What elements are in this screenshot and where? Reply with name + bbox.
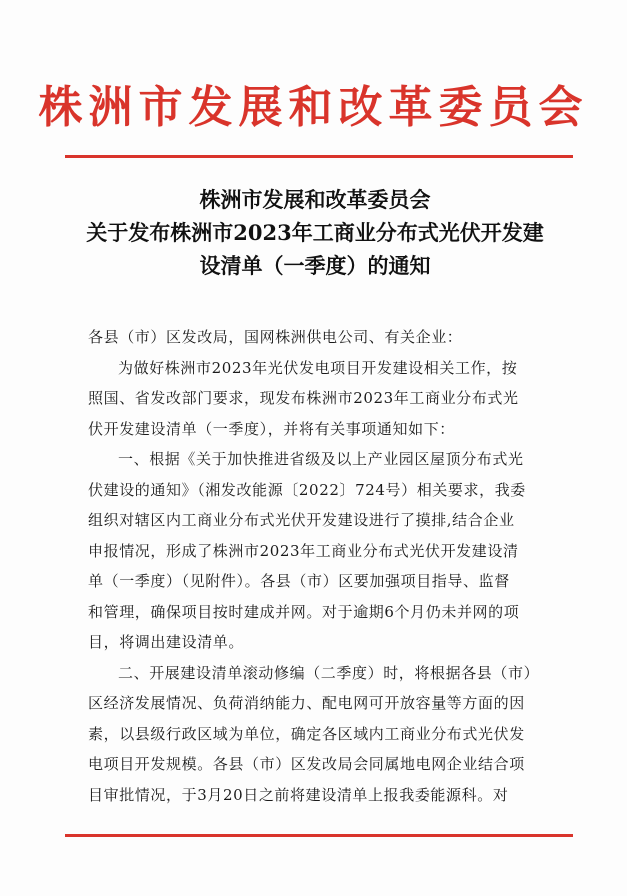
paragraph-1-line: 照国、省发改部门要求，现发布株洲市2023年工商业分布式光 <box>88 389 519 407</box>
title-line-2: 关于发布株洲市2023年工商业分布式光伏开发建 <box>86 220 544 245</box>
footer-red-rule <box>65 834 573 837</box>
notice-body <box>88 322 558 810</box>
paragraph-1-line: 伏开发建设清单（一季度），并将有关事项通知如下： <box>88 419 455 438</box>
paragraph-1-line: 为做好株洲市2023年光伏发电项目开发建设相关工作，按 <box>118 358 518 377</box>
paragraph-3-line: 区经济发展情况、负荷消纳能力、配电网可开放容量等方面的因 <box>88 694 525 712</box>
title-line-1: 株洲市发展和改革委员会 <box>199 187 431 212</box>
paragraph-3-line: 目审批情况，于3月20日之前将建设清单上报我委能源科。对 <box>88 785 509 804</box>
paragraph-3-line: 电项目开发规模。各县（市）区发改局会同属地电网企业结合项 <box>88 755 525 773</box>
paragraph-2-line: 一、根据《关于加快推进省级及以上产业园区屋顶分布式光 <box>118 450 524 468</box>
header-red-rule <box>65 155 573 158</box>
paragraph-2-line: 目，将调出建设清单。 <box>88 633 245 651</box>
paragraph-2-line: 组织对辖区内工商业分布式光伏开发建设进行了摸排,结合企业 <box>88 511 515 529</box>
paragraph-2-line: 伏建设的通知》（湘发改能源〔2022〕724号）相关要求，我委 <box>88 480 526 499</box>
paragraph-3-line: 素，以县级行政区域为单位，确定各区域内工商业分布式光伏发 <box>88 724 525 743</box>
recipients-line: 各县（市）区发改局，国网株洲供电公司、有关企业： <box>88 328 463 346</box>
paragraph-2-line: 单（一季度）（见附件）。各县（市）区要加强项目指导、监督 <box>88 572 510 590</box>
notice-title <box>70 183 560 282</box>
organization-header: 株洲市发展和改革委员会 <box>38 82 589 133</box>
title-line-3: 设清单（一季度）的通知 <box>199 253 431 278</box>
paragraph-2-line: 申报情况，形成了株洲市2023年工商业分布式光伏开发建设清 <box>88 541 519 560</box>
paragraph-2-line: 和管理，确保项目按时建成并网。对于逾期6个月仍未并网的项 <box>88 602 520 621</box>
paragraph-3-line: 二、开展建设清单滚动修编（二季度）时，将根据各县（市） <box>118 663 540 682</box>
